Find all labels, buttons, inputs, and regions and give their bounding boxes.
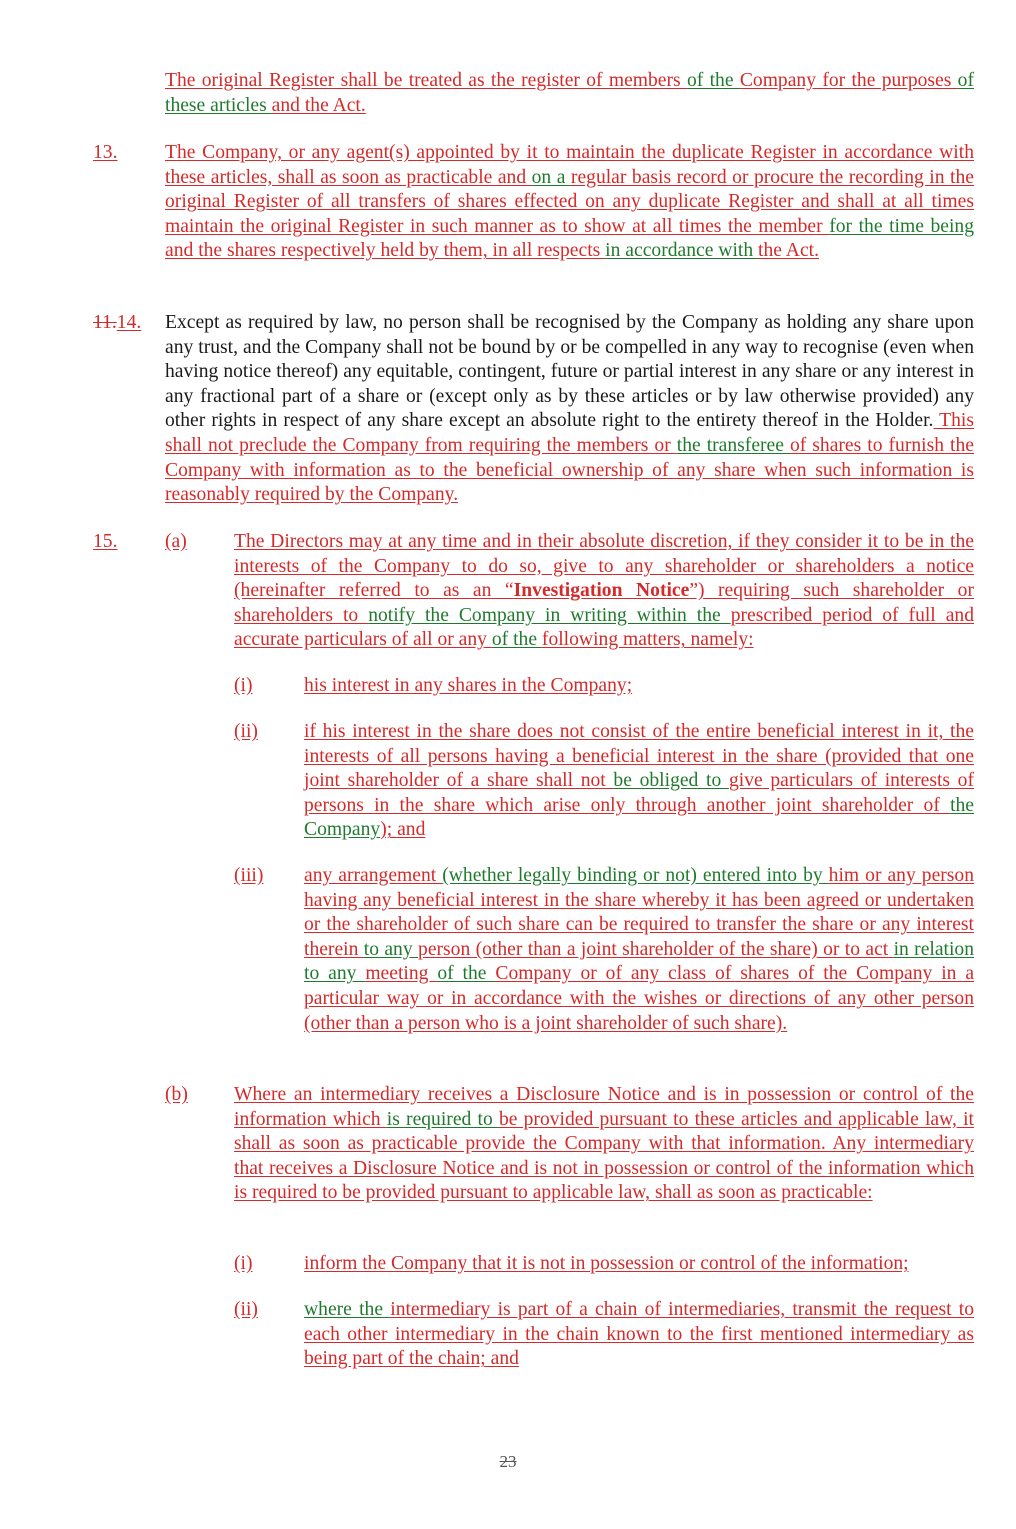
article-15a-text bbox=[234, 530, 974, 653]
inserted-text: give particulars of interests of persons in the share which arise only through another joint shareholder of bbox=[304, 770, 975, 816]
inserted-text: regular basis record or procure the recording in the original Register of all transfers of shares effected on any duplicate Register and shall at all times maintain the original Register in such manner as to show at all times the member bbox=[165, 166, 974, 237]
inserted-text: be provided pursuant to these articles and applicable law, it shall as soon as practicable provide the Company with that information. Any intermediary that receives a Disclosure Notice and is not in possession or control of the information which is required to be provided pursuant to applicable law, shall as soon as practicable: bbox=[234, 1108, 974, 1204]
moved-text: is required to bbox=[386, 1108, 499, 1130]
article-15b-text bbox=[234, 1083, 974, 1206]
article-number-15: 15. bbox=[93, 531, 118, 552]
inserted-text: the Act. bbox=[758, 240, 819, 262]
inserted-text: person (other than a joint shareholder of the share) or to act bbox=[418, 938, 894, 960]
inserted-text: inform the Company that it is not in possession or control of the information; bbox=[304, 1253, 909, 1274]
article-number-13: 13. bbox=[93, 142, 118, 163]
moved-text: the transferee bbox=[676, 434, 790, 456]
inserted-text: Where an intermediary receives a Disclosure Notice and is in possession or control of the information which bbox=[234, 1084, 974, 1130]
item-b-i-text bbox=[304, 1252, 974, 1277]
item-i-text bbox=[304, 674, 974, 699]
inserted-text: if his interest in the share does not consist of the entire beneficial interest in it, the interests of all persons having a beneficial interest in the share (provided that one joint shareholder of a share shall not bbox=[304, 721, 974, 792]
moved-text: on a bbox=[531, 166, 571, 188]
inserted-text: intermediary is part of a chain of intermediaries, transmit the request to each other intermediary in the chain known to the first mentioned intermediary as being part of the chain; and bbox=[304, 1299, 974, 1370]
item-ii-text bbox=[304, 720, 974, 843]
page-number bbox=[0, 1450, 1016, 1475]
page-number-text: 23 bbox=[499, 1452, 517, 1471]
moved-text: of the bbox=[491, 629, 542, 651]
moved-text: in accordance with bbox=[605, 240, 759, 262]
sub-label-b-i: (i) bbox=[234, 1253, 253, 1274]
item-b-ii-text bbox=[304, 1298, 974, 1372]
moved-text: be obliged to bbox=[613, 770, 729, 792]
sub-label-i: (i) bbox=[234, 675, 253, 696]
inserted-text: him or any person having any beneficial interest in the share whereby it has been agreed or undertaken or the shareholder of such share can be required to transfer the share or any interest therein bbox=[304, 865, 975, 960]
inserted-text: Company or of any class of shares of the Company in a particular way or in accordance with the wishes or directions of any other person (other than a person who is a joint shareholder of such share). bbox=[304, 963, 975, 1034]
moved-text: where the bbox=[304, 1299, 391, 1320]
inserted-text: following matters, namely: bbox=[541, 629, 754, 651]
moved-text: (whether legally binding or not) entered into by bbox=[442, 865, 829, 886]
article-14-text bbox=[165, 311, 974, 508]
inserted-number: 14. bbox=[116, 312, 142, 333]
original-text: Except as required by law, no person shall be recognised by the Company as holding any share upon any trust, and the Company shall not be bound by or be compelled in any way to recognise (even when having notice thereof) any equitable, contingent, future or partial interest in any share or any interest in any fractional part of a share or (except only as by these articles or by law otherwise provided) any other rights in respect of any share except an absolute right to the entirety thereof in the Holder. bbox=[165, 312, 974, 432]
inserted-text: and the shares respectively held by them, in all respects bbox=[165, 240, 606, 262]
moved-text: of these articles bbox=[165, 70, 974, 116]
sub-label-b: (b) bbox=[165, 1084, 188, 1105]
inserted-text: prescribed period of full and accurate particulars of all or any bbox=[234, 604, 974, 651]
inserted-text: any arrangement bbox=[304, 865, 443, 886]
moved-text: of the bbox=[686, 70, 740, 91]
inserted-text: This shall not preclude the Company from requiring the members or bbox=[165, 410, 974, 456]
moved-text: the Company bbox=[304, 794, 974, 841]
moved-text: to any bbox=[363, 938, 419, 960]
sub-label-iii: (iii) bbox=[234, 865, 264, 886]
inserted-text: ); and bbox=[380, 819, 426, 841]
inserted-text: Company for the purposes bbox=[739, 70, 958, 91]
inserted-text: his interest in any shares in the Company; bbox=[304, 675, 633, 696]
moved-text: in relation to any bbox=[304, 938, 975, 985]
inserted-text: meeting bbox=[365, 963, 438, 985]
inserted-text: The original Register shall be treated as the register of members bbox=[165, 70, 687, 91]
moved-text: for the time being bbox=[829, 215, 974, 237]
inserted-text: The Directors may at any time and in their absolute discretion, if they consider it to be in the interests of the Company to do so, give to any shareholder or shareholders a notice (hereinafter referred to as an “ bbox=[234, 531, 974, 602]
inserted-text: ”) requiring such shareholder or shareholders to bbox=[234, 580, 974, 626]
paragraph-register-original bbox=[165, 69, 974, 118]
deleted-number: 11. bbox=[93, 312, 117, 333]
defined-term: Investigation Notice bbox=[513, 580, 690, 602]
sub-label-b-ii: (ii) bbox=[234, 1299, 258, 1320]
moved-text: of the bbox=[437, 963, 496, 985]
item-iii-text bbox=[304, 864, 974, 1036]
article-number-14 bbox=[93, 311, 141, 336]
inserted-text: of shares to furnish the Company with information as to the beneficial ownership of any share when such information is reasonably required by the Company. bbox=[165, 434, 974, 506]
sub-label-a: (a) bbox=[165, 531, 187, 552]
inserted-text: and the Act. bbox=[271, 94, 366, 116]
moved-text: notify the Company in writing within the bbox=[368, 604, 731, 626]
article-13-text bbox=[165, 141, 974, 264]
sub-label-ii: (ii) bbox=[234, 721, 258, 742]
inserted-text: The Company, or any agent(s) appointed by it to maintain the duplicate Register in accordance with these articles, shall as soon as practicable and bbox=[165, 142, 974, 188]
